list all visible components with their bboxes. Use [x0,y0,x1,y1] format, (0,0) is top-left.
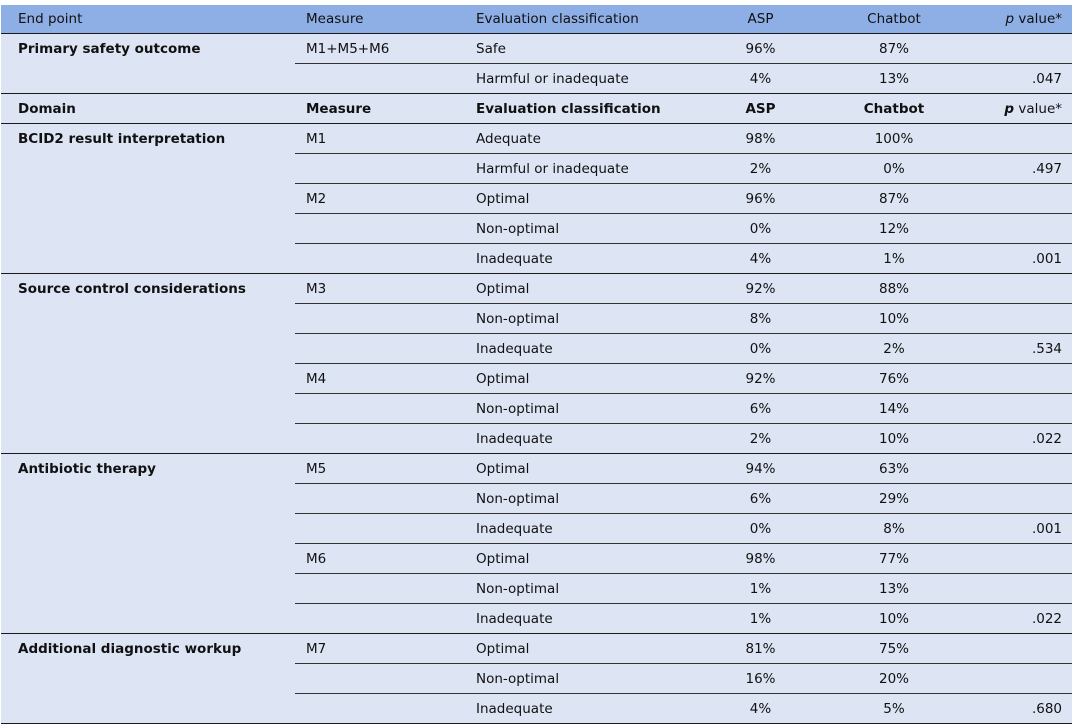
header-chatbot: Chatbot [816,5,972,34]
primary-measure: M1+M5+M6 [295,34,465,64]
table-row [1,184,1072,214]
asp-cell: 98% [705,544,816,574]
p-value-cell: .001 [972,244,1072,274]
header-p-italic: p [1004,100,1015,117]
p-value-cell [972,454,1072,484]
domain-label: BCID2 result interpretation [1,124,295,154]
chatbot-cell: 5% [816,694,972,724]
asp-cell: 1% [705,574,816,604]
header-asp: ASP [705,5,816,34]
p-value-cell: .534 [972,334,1072,364]
table-row [1,574,1072,604]
eval-cell: Non-optimal [465,574,705,604]
eval-cell: Inadequate [465,244,705,274]
header-row-domain [1,94,1072,124]
chatbot-cell: 63% [816,454,972,484]
p-value-cell: .047 [972,64,1072,94]
chatbot-cell: 87% [816,34,972,64]
eval-cell: Harmful or inadequate [465,64,705,94]
table-row [1,694,1072,724]
chatbot-cell: 8% [816,514,972,544]
asp-cell: 6% [705,394,816,424]
p-value-cell [972,274,1072,304]
eval-cell: Non-optimal [465,484,705,514]
header-p-italic: p [1005,11,1015,27]
domain-label: Additional diagnostic workup [1,634,295,664]
p-value-cell [972,34,1072,64]
eval-cell: Optimal [465,634,705,664]
asp-cell: 4% [705,694,816,724]
chatbot-cell: 100% [816,124,972,154]
header-end-point: End point [1,5,295,34]
table-row [1,334,1072,364]
eval-cell: Optimal [465,454,705,484]
eval-cell: Safe [465,34,705,64]
chatbot-cell: 10% [816,304,972,334]
header-measure: Measure [295,5,465,34]
results-table [1,5,1072,724]
header-measure: Measure [295,94,465,124]
asp-cell: 16% [705,664,816,694]
results-table-body [1,5,1072,724]
eval-cell: Non-optimal [465,394,705,424]
p-value-cell [972,394,1072,424]
chatbot-cell: 20% [816,664,972,694]
eval-cell: Optimal [465,364,705,394]
domain-label: Antibiotic therapy [1,454,295,484]
chatbot-cell: 10% [816,424,972,454]
table-row [1,424,1072,454]
eval-cell: Optimal [465,184,705,214]
asp-cell: 4% [705,244,816,274]
chatbot-cell: 12% [816,214,972,244]
table-row [1,484,1072,514]
table-row [1,154,1072,184]
p-value-cell [972,184,1072,214]
p-value-cell [972,214,1072,244]
chatbot-cell: 13% [816,574,972,604]
table-row [1,454,1072,484]
chatbot-cell: 88% [816,274,972,304]
eval-cell: Non-optimal [465,304,705,334]
p-value-cell [972,304,1072,334]
domain-label: Source control considerations [1,274,295,304]
asp-cell: 1% [705,604,816,634]
header-p-value [972,5,1072,34]
p-value-cell [972,484,1072,514]
asp-cell: 0% [705,514,816,544]
chatbot-cell: 29% [816,484,972,514]
asp-cell: 0% [705,214,816,244]
table-row [1,364,1072,394]
chatbot-cell: 13% [816,64,972,94]
table-row [1,244,1072,274]
table-row [1,34,1072,64]
chatbot-cell: 75% [816,634,972,664]
p-value-cell: .497 [972,154,1072,184]
p-value-cell: .022 [972,424,1072,454]
eval-cell: Inadequate [465,604,705,634]
table-row [1,64,1072,94]
eval-cell: Non-optimal [465,664,705,694]
header-p-rest: value* [1014,100,1062,117]
p-value-cell [972,364,1072,394]
asp-cell: 98% [705,124,816,154]
p-value-cell: .001 [972,514,1072,544]
p-value-cell [972,634,1072,664]
header-domain: Domain [1,94,295,124]
header-p-value [972,94,1072,124]
header-asp: ASP [705,94,816,124]
p-value-cell [972,664,1072,694]
table-row [1,604,1072,634]
table-row [1,514,1072,544]
asp-cell: 2% [705,424,816,454]
table-row [1,634,1072,664]
chatbot-cell: 10% [816,604,972,634]
p-value-cell: .680 [972,694,1072,724]
measure-cell: M5 [295,454,465,484]
eval-cell: Adequate [465,124,705,154]
asp-cell: 94% [705,454,816,484]
chatbot-cell: 1% [816,244,972,274]
asp-cell: 6% [705,484,816,514]
measure-cell: M2 [295,184,465,214]
eval-cell: Inadequate [465,424,705,454]
chatbot-cell: 77% [816,544,972,574]
asp-cell: 96% [705,184,816,214]
chatbot-cell: 87% [816,184,972,214]
asp-cell: 92% [705,274,816,304]
header-evaluation: Evaluation classification [465,94,705,124]
measure-cell: M3 [295,274,465,304]
table-row [1,544,1072,574]
measure-cell: M6 [295,544,465,574]
table-row [1,394,1072,424]
header-row [1,5,1072,34]
eval-cell: Optimal [465,274,705,304]
header-p-rest: value* [1014,11,1062,27]
p-value-cell [972,124,1072,154]
eval-cell: Inadequate [465,334,705,364]
asp-cell: 8% [705,304,816,334]
chatbot-cell: 2% [816,334,972,364]
table-row [1,664,1072,694]
eval-cell: Inadequate [465,514,705,544]
table-row [1,214,1072,244]
asp-cell: 92% [705,364,816,394]
table-row [1,304,1072,334]
p-value-cell: .022 [972,604,1072,634]
asp-cell: 4% [705,64,816,94]
primary-label: Primary safety outcome [1,34,295,64]
eval-cell: Harmful or inadequate [465,154,705,184]
eval-cell: Optimal [465,544,705,574]
asp-cell: 0% [705,334,816,364]
chatbot-cell: 14% [816,394,972,424]
measure-cell: M1 [295,124,465,154]
measure-cell: M7 [295,634,465,664]
p-value-cell [972,544,1072,574]
eval-cell: Inadequate [465,694,705,724]
asp-cell: 81% [705,634,816,664]
asp-cell: 96% [705,34,816,64]
asp-cell: 2% [705,154,816,184]
header-evaluation: Evaluation classification [465,5,705,34]
table-row [1,124,1072,154]
measure-cell: M4 [295,364,465,394]
chatbot-cell: 76% [816,364,972,394]
header-chatbot: Chatbot [816,94,972,124]
eval-cell: Non-optimal [465,214,705,244]
chatbot-cell: 0% [816,154,972,184]
table-row [1,274,1072,304]
p-value-cell [972,574,1072,604]
